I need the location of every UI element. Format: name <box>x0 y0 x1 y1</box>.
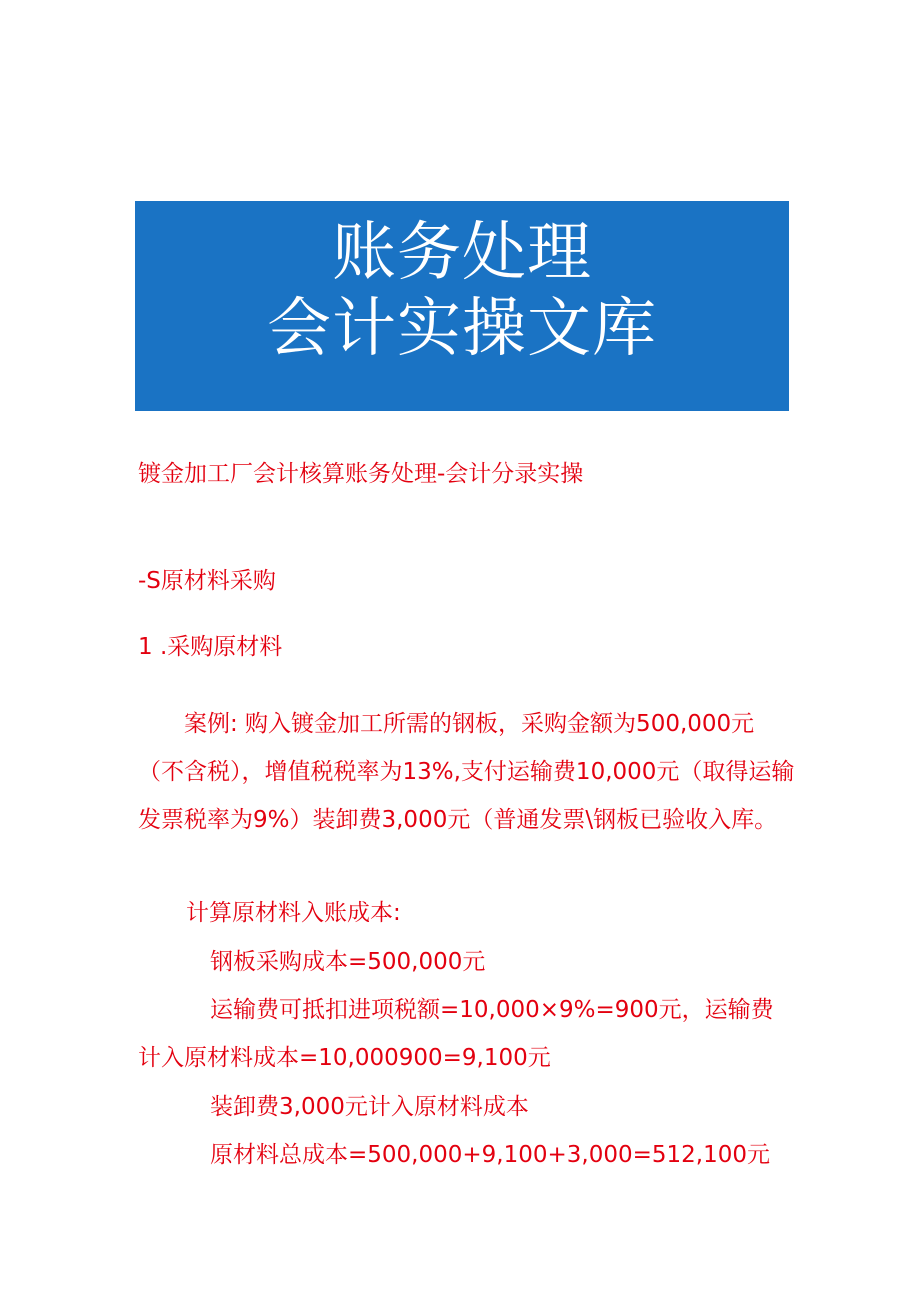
calc-line-freight-cost: 计入原材料成本=10,000900=9,100元 <box>138 1045 551 1071</box>
calc-line-steel-cost: 钢板采购成本=500,000元 <box>210 949 486 975</box>
document-title: 镀金加工厂会计核算账务处理-会计分录实操 <box>138 461 584 487</box>
calc-line-total-cost: 原材料总成本=500,000+9,100+3,000=512,100元 <box>210 1142 770 1168</box>
title-banner <box>135 201 789 411</box>
banner-title-line1: 账务处理 <box>332 216 592 290</box>
section-heading: -S原材料采购 <box>138 568 276 594</box>
banner-title-line2: 会计实操文库 <box>267 292 657 366</box>
calculation-lead: 计算原材料入账成本: <box>186 900 401 926</box>
calc-line-handling-fee: 装卸费3,000元计入原材料成本 <box>210 1094 529 1120</box>
case-paragraph: 案例: 购入镀金加工所需的钢板，采购金额为500,000元（不含税），增值税税率为13%,支付运输费10,000元（取得运输发票税率为9%）装卸费3,000元（普通发票\钢板已验收入库。 <box>138 711 795 833</box>
subsection-heading: 1 .采购原材料 <box>138 634 283 660</box>
calc-line-freight-tax: 运输费可抵扣进项税额=10,000×9%=900元，运输费 <box>210 997 774 1023</box>
